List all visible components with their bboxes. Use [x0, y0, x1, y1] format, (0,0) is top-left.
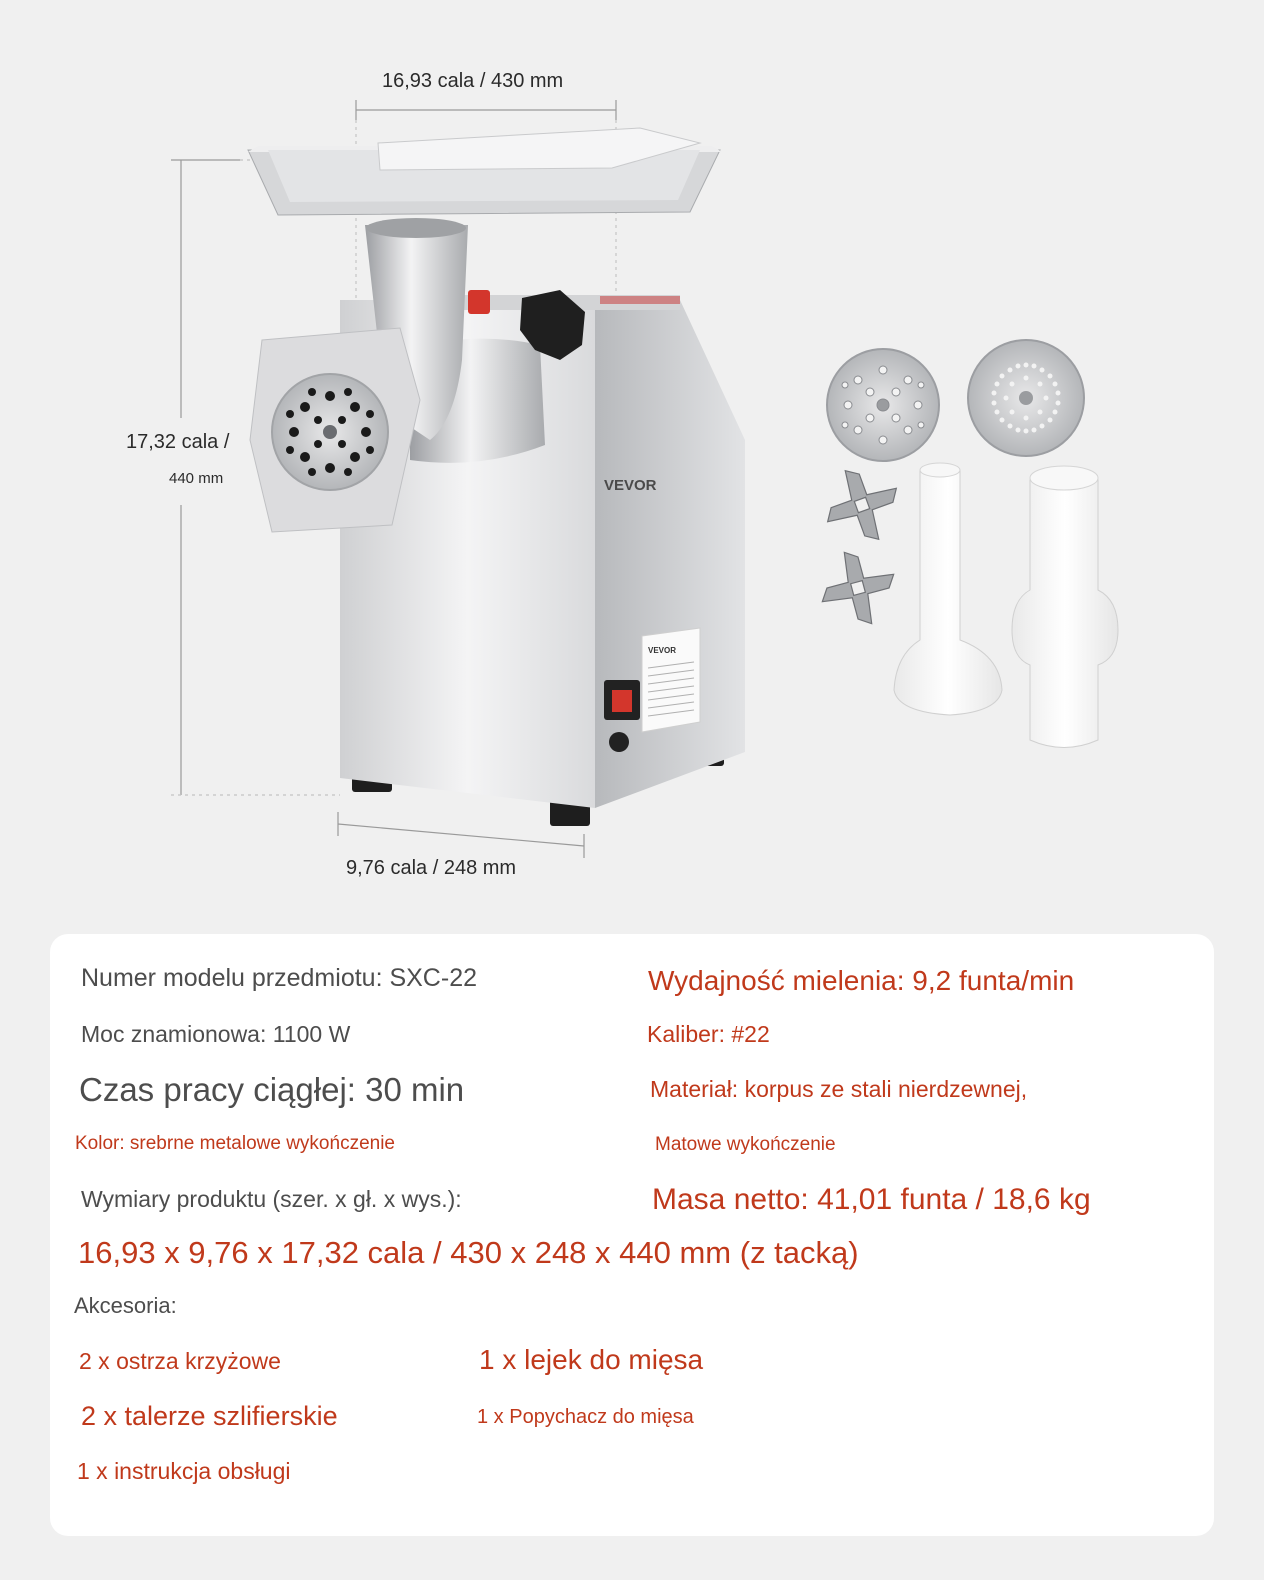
meat-pusher-icon [1012, 466, 1118, 748]
accessory-item: 1 x Popychacz do mięsa [477, 1406, 694, 1428]
spec-material: Materiał: korpus ze stali nierdzewnej, [650, 1076, 1028, 1102]
accessory-item: 1 x lejek do mięsa [479, 1344, 704, 1375]
accessory-item: 2 x ostrza krzyżowe [79, 1348, 281, 1374]
reverse-knob [609, 732, 629, 752]
height-dimension-label-mm: 440 mm [169, 470, 224, 487]
cross-blade-icon [811, 541, 904, 634]
depth-dimension-line [338, 812, 584, 858]
accessory-item: 2 x talerze szlifierskie [81, 1401, 338, 1431]
width-dimension-label: 16,93 cala / 430 mm [382, 70, 564, 92]
vevor-logo: VEVOR [604, 477, 657, 494]
height-dimension-label: 17,32 cala / [126, 431, 230, 453]
spec-dimensions-value: 16,93 x 9,76 x 17,32 cala / 430 x 248 x 440 mm (z tacką) [78, 1235, 859, 1270]
accessories-heading: Akcesoria: [74, 1293, 177, 1318]
spec-finish: Matowe wykończenie [655, 1134, 836, 1155]
spec-caliber: Kaliber: #22 [647, 1021, 770, 1047]
accessory-plates [827, 340, 1084, 461]
specifications-card [50, 934, 1214, 1536]
sausage-funnel-icon [894, 463, 1002, 715]
spec-model: Numer modelu przedmiotu: SXC-22 [81, 964, 477, 992]
meat-tray [248, 128, 722, 215]
cross-blade-icon [813, 456, 910, 553]
depth-dimension-label: 9,76 cala / 248 mm [346, 857, 517, 879]
cross-blades [811, 456, 910, 634]
spec-capacity: Wydajność mielenia: 9,2 funta/min [648, 965, 1075, 996]
accessory-item: 1 x instrukcja obsługi [77, 1458, 291, 1484]
spec-dimensions-label: Wymiary produktu (szer. x gł. x wys.): [81, 1186, 462, 1212]
spec-color: Kolor: srebrne metalowe wykończenie [75, 1133, 395, 1154]
spec-power: Moc znamionowa: 1100 W [81, 1021, 351, 1047]
spec-runtime: Czas pracy ciągłej: 30 min [79, 1071, 465, 1108]
label-plate-logo: VEVOR [648, 646, 677, 655]
spec-weight: Masa netto: 41,01 funta / 18,6 kg [652, 1183, 1091, 1216]
